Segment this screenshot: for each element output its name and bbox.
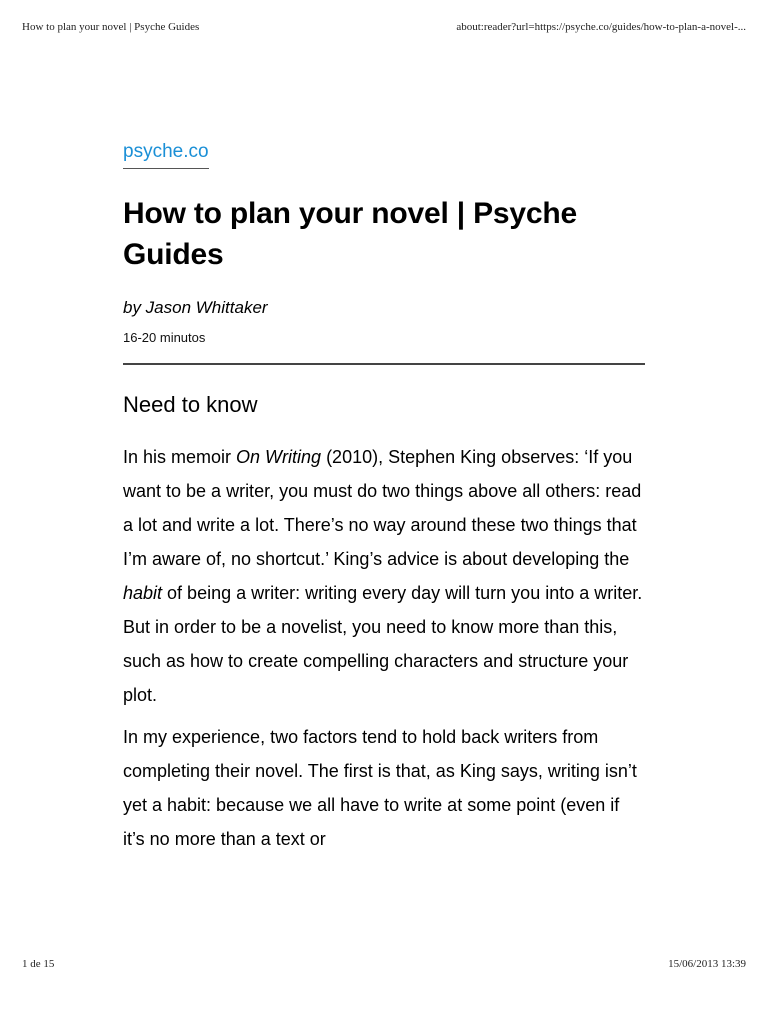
paragraph-text: (2010), Stephen King observes: ‘If you want to be a writer, you must do two things above all others: read a lot and write a lot. There’s no way around these two things that I’m aware of, no shortcut.’ King’s advice is about developing the [123, 447, 642, 569]
reader-view [123, 140, 645, 856]
page-number: 1 de 15 [22, 958, 55, 970]
article-byline: by Jason Whittaker [123, 298, 268, 317]
paragraph-emphasis: On Writing [236, 447, 322, 467]
print-header [22, 21, 746, 37]
section-heading: Need to know [123, 392, 258, 417]
domain-link[interactable]: psyche.co [123, 140, 209, 169]
print-timestamp: 15/06/2013 13:39 [668, 958, 746, 970]
print-header-title: How to plan your novel | Psyche Guides [22, 21, 200, 33]
article-paragraph: In my experience, two factors tend to hold back writers from completing their novel. The first is that, as King says, writing isn’t yet a habit: because we all have to write at some point (even if it’s no more than a text or [123, 727, 637, 849]
paragraph-emphasis: habit [123, 583, 163, 603]
divider [123, 363, 645, 365]
print-header-url: about:reader?url=https://psyche.co/guides/how-to-plan-a-novel-... [456, 21, 746, 33]
reading-time: 16-20 minutos [123, 330, 206, 345]
article-paragraph [123, 440, 645, 712]
paragraph-text: In his memoir [123, 447, 237, 467]
article-title: How to plan your novel | Psyche Guides [123, 197, 577, 271]
print-footer [22, 958, 746, 974]
paragraph-text: of being a writer: writing every day will turn you into a writer. But in order to be a novelist, you need to know more than this, such as how to create compelling characters and structure your plot. [123, 583, 643, 705]
